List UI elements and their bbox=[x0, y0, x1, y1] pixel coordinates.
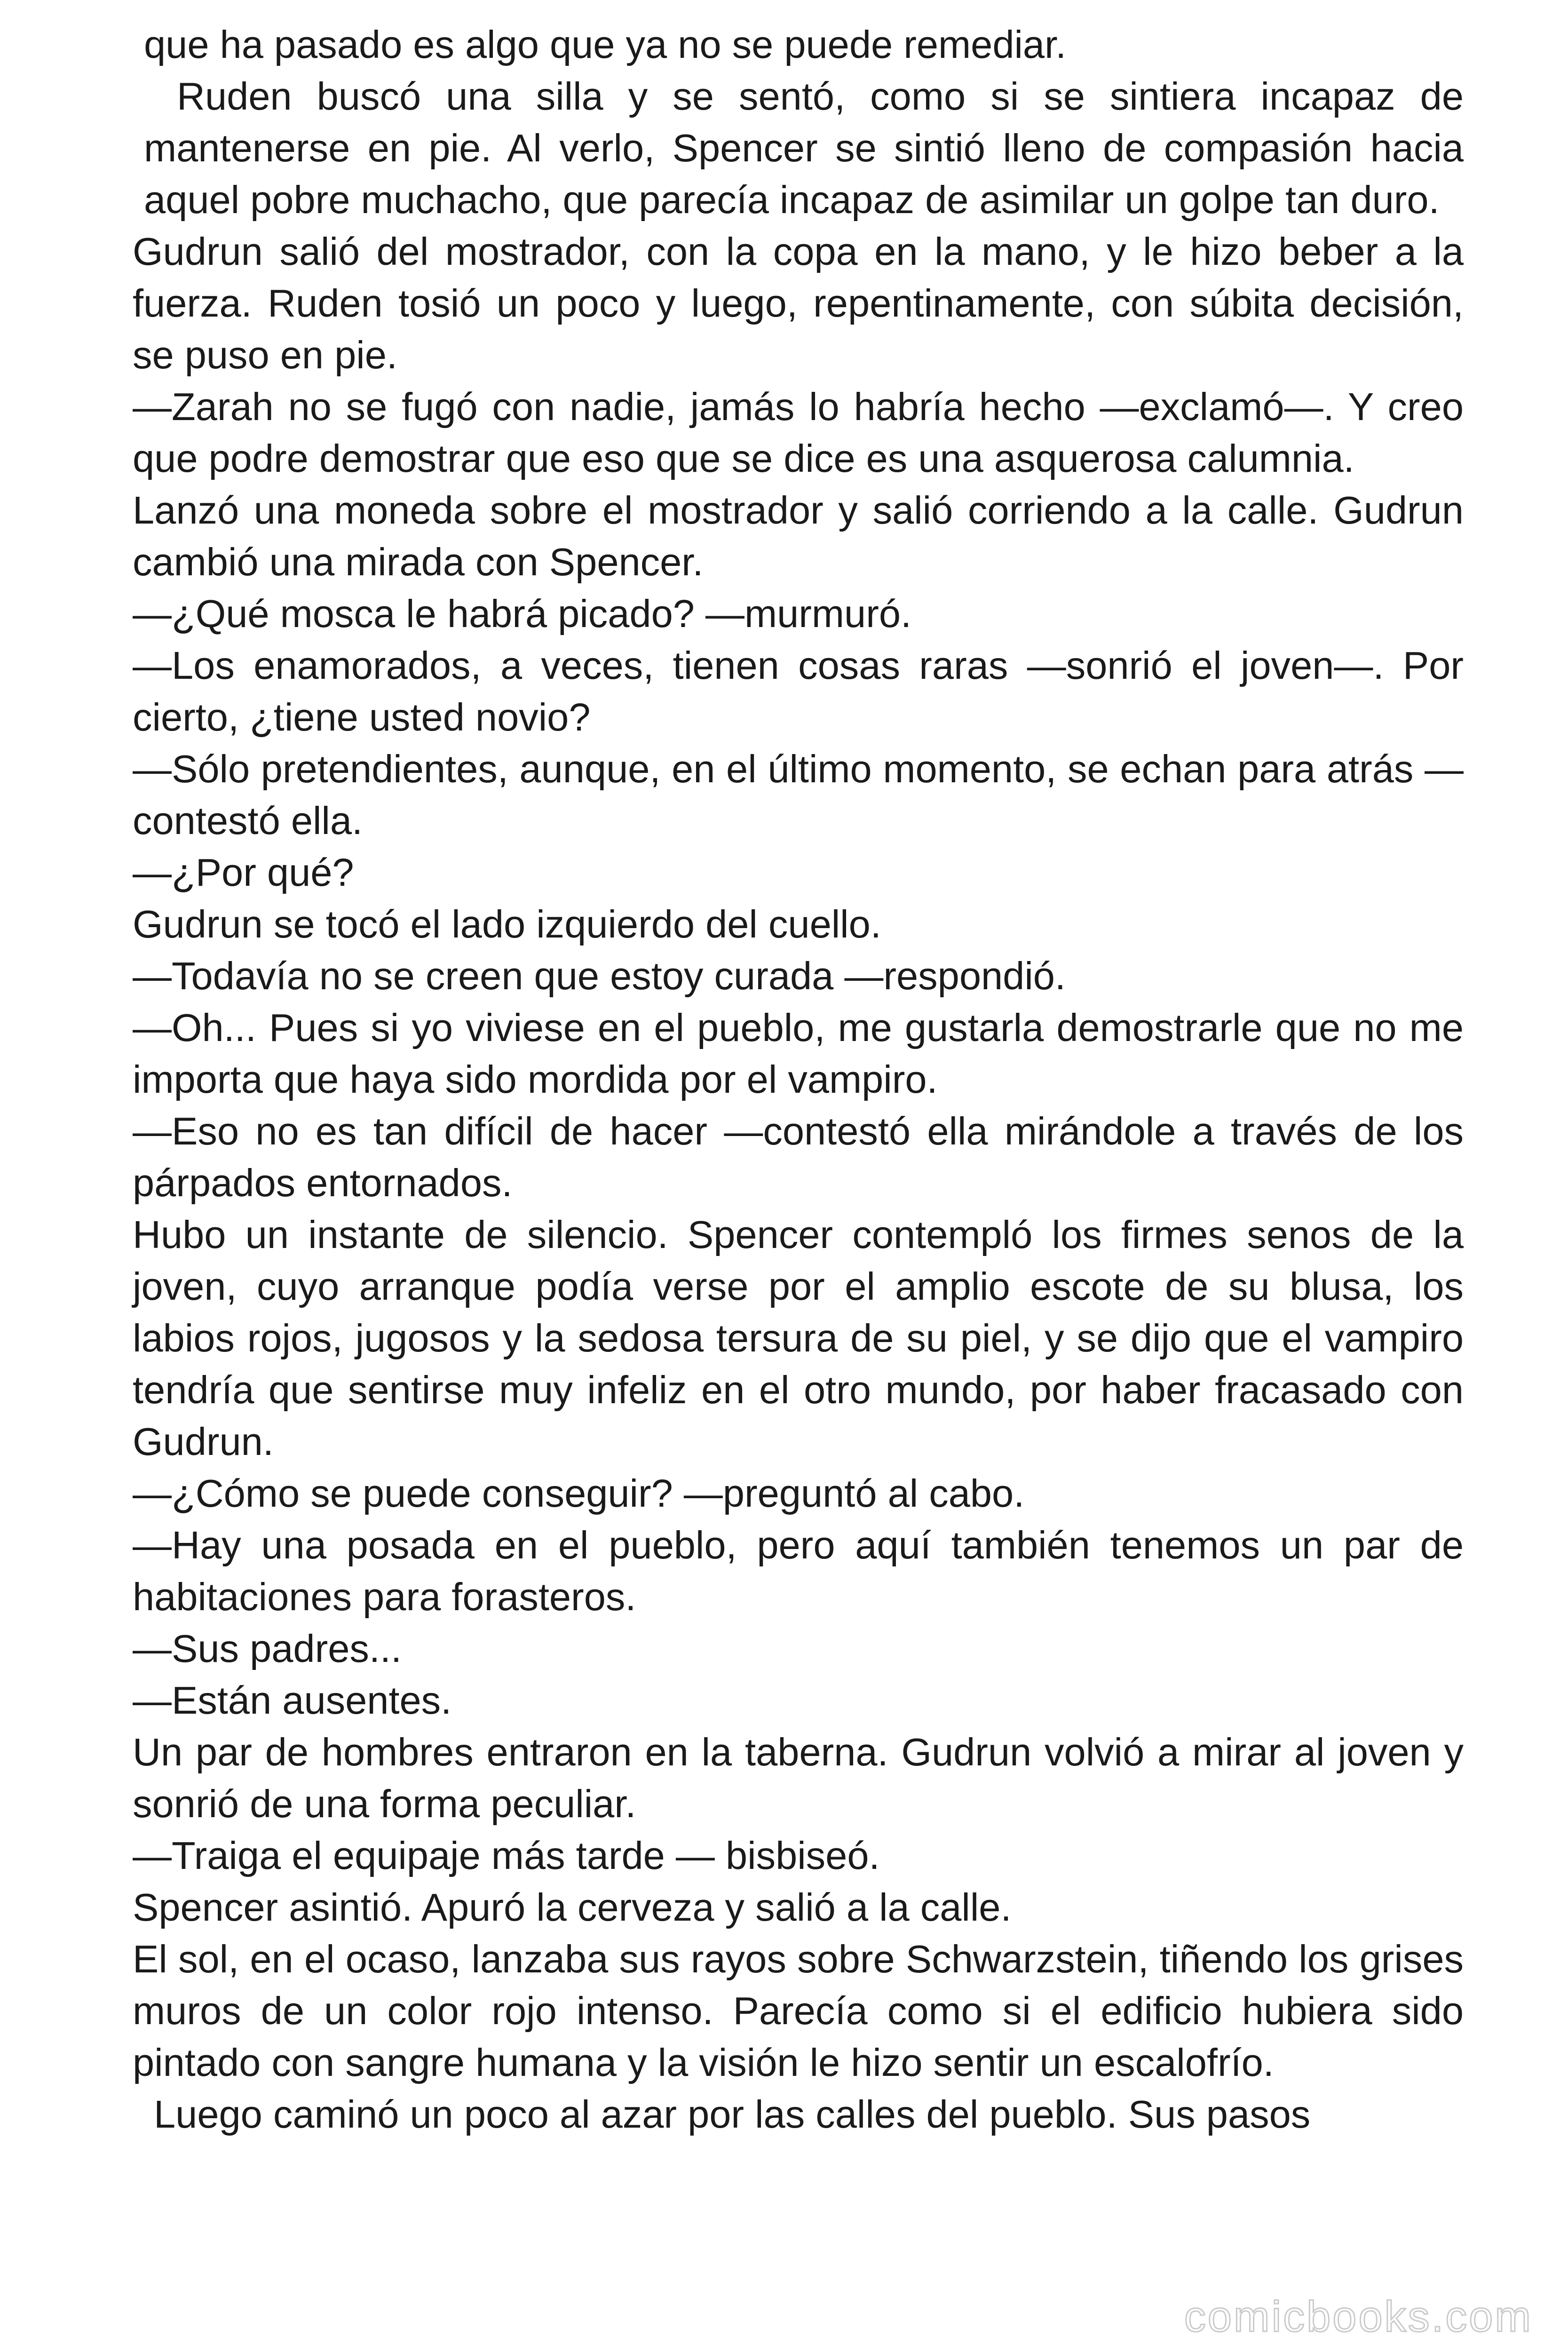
paragraph: —¿Por qué? bbox=[133, 850, 354, 894]
paragraph: Gudrun se tocó el lado izquierdo del cuello. bbox=[133, 902, 881, 946]
paragraph: Ruden buscó una silla y se sentó, como si se sintiera incapaz de mantenerse en pie. Al verlo, Spencer se sintió lleno de compasión hacia aquel pobre muchacho, que parecía incapaz de asimilar un golpe tan duro. bbox=[144, 74, 1464, 222]
paragraph: Lanzó una moneda sobre el mostrador y salió corriendo a la calle. Gudrun cambió una mirada con Spencer. bbox=[133, 488, 1464, 584]
paragraph: —Oh... Pues si yo viviese en el pueblo, me gustarla demostrarle que no me importa que haya sido mordida por el vampiro. bbox=[133, 1006, 1464, 1101]
paragraph: que ha pasado es algo que ya no se puede remediar. bbox=[144, 23, 1067, 66]
watermark: comicbooks.com bbox=[1184, 2293, 1533, 2341]
paragraph: —¿Qué mosca le habrá picado? —murmuró. bbox=[133, 592, 912, 636]
paragraph: —Eso no es tan difícil de hacer —contestó ella mirándole a través de los párpados entornados. bbox=[133, 1109, 1464, 1205]
paragraph: Hubo un instante de silencio. Spencer contempló los firmes senos de la joven, cuyo arranque podía verse por el amplio escote de su blusa, los labios rojos, jugosos y la sedosa tersura de su piel, y se dijo que el vampiro tendría que sentirse muy infeliz en el otro mundo, por haber fracasado con Gudrun. bbox=[133, 1213, 1464, 1463]
paragraph: Gudrun salió del mostrador, con la copa en la mano, y le hizo beber a la fuerza. Ruden tosió un poco y luego, repentinamente, con súbita decisión, se puso en pie. bbox=[133, 230, 1464, 377]
body-text bbox=[133, 19, 1464, 2140]
paragraph: —Sus padres... bbox=[133, 1627, 402, 1670]
paragraph: —¿Cómo se puede conseguir? —preguntó al cabo. bbox=[133, 1471, 1025, 1515]
paragraph: —Sólo pretendientes, aunque, en el último momento, se echan para atrás —contestó ella. bbox=[133, 747, 1464, 842]
paragraph: —Traiga el equipaje más tarde — bisbiseó. bbox=[133, 1834, 880, 1877]
paragraph: Un par de hombres entraron en la taberna. Gudrun volvió a mirar al joven y sonrió de una forma peculiar. bbox=[133, 1730, 1464, 1826]
paragraph: —Todavía no se creen que estoy curada —respondió. bbox=[133, 954, 1066, 998]
paragraph: —Hay una posada en el pueblo, pero aquí también tenemos un par de habitaciones para forasteros. bbox=[133, 1523, 1464, 1619]
paragraph: Spencer asintió. Apuró la cerveza y salió a la calle. bbox=[133, 1885, 1012, 1929]
paragraph: —Están ausentes. bbox=[133, 1678, 452, 1722]
paragraph: Luego caminó un poco al azar por las calles del pueblo. Sus pasos bbox=[154, 2092, 1311, 2136]
paragraph: —Zarah no se fugó con nadie, jamás lo habría hecho —exclamó—. Y creo que podre demostrar que eso que se dice es una asquerosa calumnia. bbox=[133, 385, 1464, 480]
paragraph: El sol, en el ocaso, lanzaba sus rayos sobre Schwarzstein, tiñendo los grises muros de un color rojo intenso. Parecía como si el edificio hubiera sido pintado con sangre humana y la visión le hizo sentir un escalofrío. bbox=[133, 1937, 1464, 2084]
paragraph: —Los enamorados, a veces, tienen cosas raras —sonrió el joven—. Por cierto, ¿tiene usted novio? bbox=[133, 644, 1464, 739]
